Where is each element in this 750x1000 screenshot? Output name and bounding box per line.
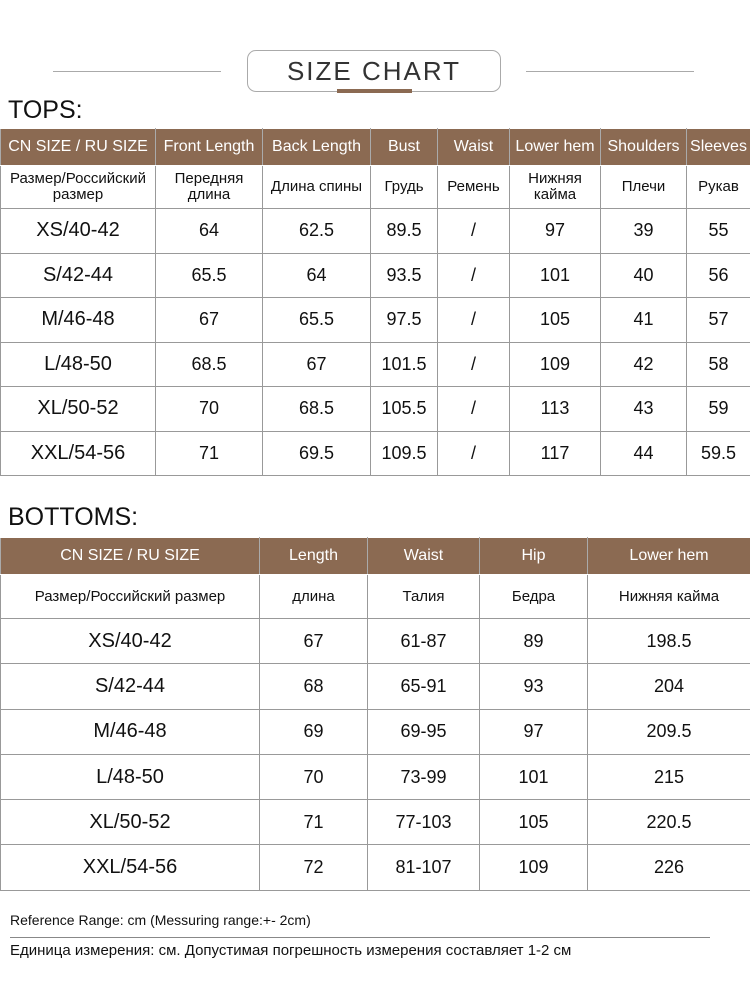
header-row [1,129,750,166]
table-row-cell: L/48-50 [1,754,260,799]
table-row-cell: 44 [601,431,687,476]
table-row-cell: 64 [156,209,263,254]
ru-header-row-cell: длина [260,575,368,619]
table-row-cell: 69 [260,709,368,754]
table-row [1,800,750,845]
table-row-cell: 220.5 [588,800,750,845]
header-row-cell: Lower hem [510,129,601,166]
table-row-cell: 64 [263,253,371,298]
table-row-cell: 65.5 [156,253,263,298]
table-row-cell: 62.5 [263,209,371,254]
table-row [1,754,750,799]
table-row-cell: 71 [260,800,368,845]
header-row-cell: Hip [480,538,588,575]
table-row-cell: 109 [510,342,601,387]
ru-header-row-cell: Нижняя кайма [588,575,750,619]
table-row-cell: 204 [588,664,750,709]
table-row [1,619,750,664]
table-row [1,664,750,709]
table-row-cell: 101.5 [371,342,438,387]
table-row-cell: 117 [510,431,601,476]
table-row-cell: 109 [480,845,588,890]
table-row-cell: 105.5 [371,387,438,432]
table-row-cell: / [438,342,510,387]
table-row-cell: 39 [601,209,687,254]
table-row-cell: / [438,298,510,343]
table-row-cell: 43 [601,387,687,432]
table-row-cell: 97 [510,209,601,254]
table-row-cell: 70 [156,387,263,432]
table-row-cell: 41 [601,298,687,343]
table-row [1,298,750,343]
table-row-cell: 77-103 [368,800,480,845]
table-row-cell: 89.5 [371,209,438,254]
table-row-cell: 71 [156,431,263,476]
tops-table [0,128,750,476]
ru-header-row-cell: Ремень [438,166,510,209]
table-row-cell: 67 [263,342,371,387]
table-row-cell: / [438,209,510,254]
ru-header-row-cell: Плечи [601,166,687,209]
title-accent-bar [337,89,412,93]
header-row [1,538,750,575]
table-row-cell: XL/50-52 [1,800,260,845]
table-row-cell: 215 [588,754,750,799]
table-row-cell: / [438,387,510,432]
table-row-cell: 65.5 [263,298,371,343]
page-title: SIZE CHART [247,50,501,92]
table-row-cell: 68.5 [156,342,263,387]
bottoms-table [0,537,750,891]
table-row-cell: 68 [260,664,368,709]
table-row-cell: XL/50-52 [1,387,156,432]
ru-header-row-cell: Размер/Российский размер [1,575,260,619]
table-row-cell: 59 [687,387,750,432]
table-row-cell: 89 [480,619,588,664]
ru-header-row [1,575,750,619]
table-row-cell: / [438,431,510,476]
ru-header-row-cell: Грудь [371,166,438,209]
table-row [1,342,750,387]
table-row-cell: 105 [510,298,601,343]
header-row-cell: CN SIZE / RU SIZE [1,129,156,166]
table-row [1,253,750,298]
table-row-cell: 40 [601,253,687,298]
table-row-cell: XS/40-42 [1,619,260,664]
table-row [1,709,750,754]
table-row-cell: 73-99 [368,754,480,799]
table-row-cell: 59.5 [687,431,750,476]
table-row-cell: 113 [510,387,601,432]
ru-header-row-cell: Талия [368,575,480,619]
ru-header-row-cell: Размер/Российский размер [1,166,156,209]
table-row-cell: 61-87 [368,619,480,664]
ru-header-row-cell: Бедра [480,575,588,619]
table-row-cell: 198.5 [588,619,750,664]
ru-header-row [1,166,750,209]
table-row [1,209,750,254]
table-row [1,431,750,476]
header-row-cell: CN SIZE / RU SIZE [1,538,260,575]
ru-header-row-cell: Длина спины [263,166,371,209]
table-row-cell: / [438,253,510,298]
table-row-cell: 58 [687,342,750,387]
table-row-cell: M/46-48 [1,298,156,343]
table-row-cell: L/48-50 [1,342,156,387]
table-row-cell: 93.5 [371,253,438,298]
table-row-cell: 97 [480,709,588,754]
divider-left [53,71,221,72]
ru-header-row-cell: Рукав [687,166,750,209]
table-row-cell: 81-107 [368,845,480,890]
table-row-cell: 67 [156,298,263,343]
bottoms-heading: BOTTOMS: [8,503,139,531]
table-row-cell: 101 [510,253,601,298]
table-row-cell: 69.5 [263,431,371,476]
header-row-cell: Length [260,538,368,575]
header-row-cell: Sleeves [687,129,750,166]
table-row-cell: XXL/54-56 [1,845,260,890]
table-row-cell: 209.5 [588,709,750,754]
footer-divider [10,937,710,938]
table-row-cell: 97.5 [371,298,438,343]
reference-range-note: Reference Range: cm (Messuring range:+- 2cm) [10,912,311,928]
header-row-cell: Front Length [156,129,263,166]
table-row-cell: XS/40-42 [1,209,156,254]
table-row-cell: 69-95 [368,709,480,754]
header-row-cell: Back Length [263,129,371,166]
table-row-cell: 67 [260,619,368,664]
table-row-cell: 42 [601,342,687,387]
table-row-cell: 93 [480,664,588,709]
table-row-cell: 57 [687,298,750,343]
ru-header-row-cell: Передняя длина [156,166,263,209]
table-row-cell: 109.5 [371,431,438,476]
table-row-cell: XXL/54-56 [1,431,156,476]
table-row-cell: 55 [687,209,750,254]
header-row-cell: Bust [371,129,438,166]
header-row-cell: Shoulders [601,129,687,166]
ru-header-row-cell: Нижняя кайма [510,166,601,209]
header-row-cell: Lower hem [588,538,750,575]
table-row-cell: 70 [260,754,368,799]
table-row-cell: 65-91 [368,664,480,709]
table-row-cell: 105 [480,800,588,845]
header-row-cell: Waist [368,538,480,575]
table-row [1,387,750,432]
table-row-cell: 56 [687,253,750,298]
table-row-cell: 68.5 [263,387,371,432]
table-row-cell: 226 [588,845,750,890]
measurement-note-ru: Единица измерения: см. Допустимая погрешность измерения составляет 1-2 см [10,942,572,959]
table-row-cell: 101 [480,754,588,799]
table-row-cell: 72 [260,845,368,890]
header-row-cell: Waist [438,129,510,166]
table-row-cell: S/42-44 [1,253,156,298]
table-row-cell: S/42-44 [1,664,260,709]
divider-right [526,71,694,72]
tops-heading: TOPS: [8,96,83,124]
table-row [1,845,750,890]
table-row-cell: M/46-48 [1,709,260,754]
